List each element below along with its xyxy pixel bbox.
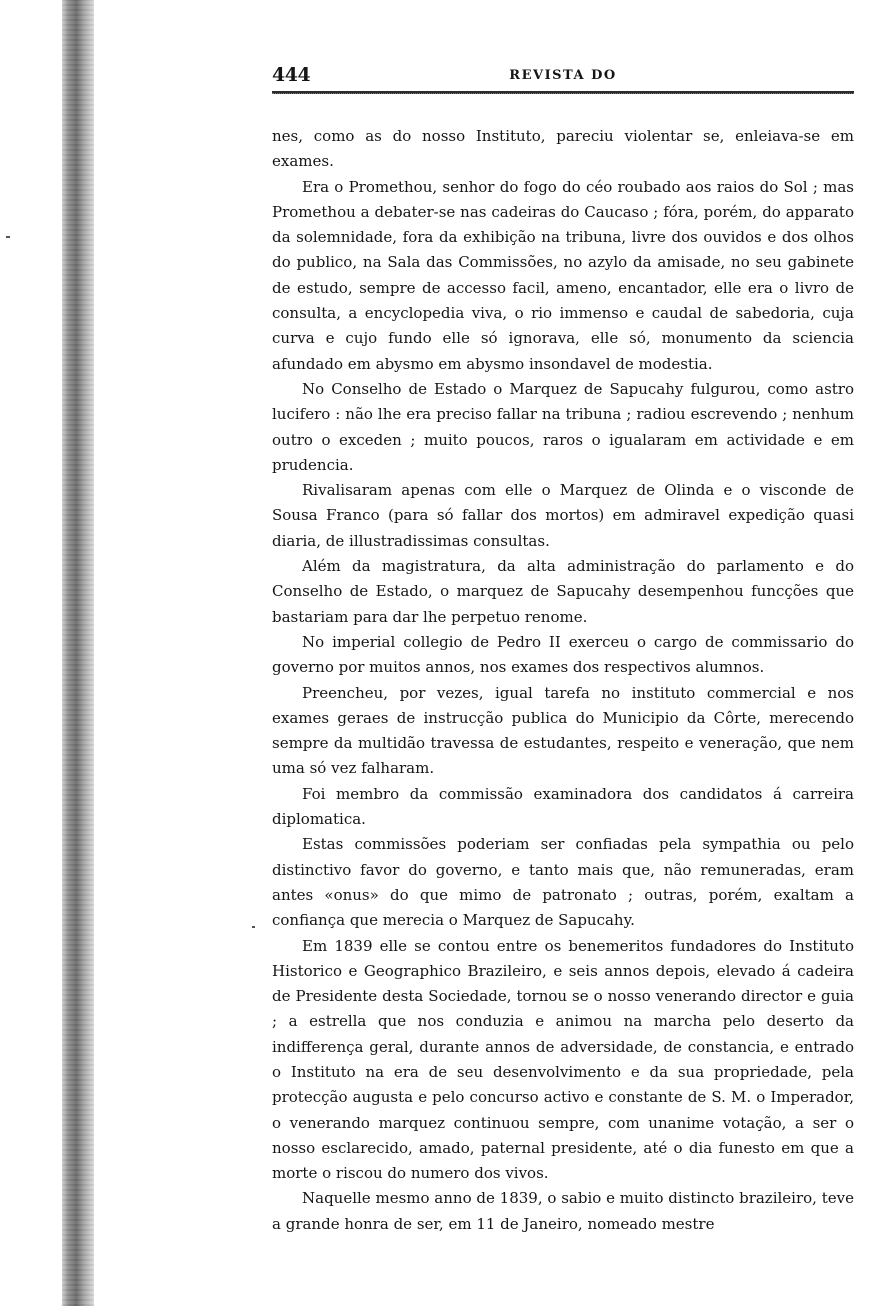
paragraph: Estas commissões poderiam ser confiadas pela sympathia ou pelo distinctivo favor do governo, e tanto mais que, não remuneradas, eram antes «onus» do que mimo de patronato ; outras, porém, exaltam a confiança que merecia o Marquez de Sapucahy. [272, 835, 854, 930]
paragraph: Era o Promethou, senhor do fogo do céo roubado aos raios do Sol ; mas Promethou a debater-se nas cadeiras do Caucaso ; fóra, porém, do apparato da solemnidade, fora da exhibição na tribuna, livre dos ouvidos e dos olhos do publico, na Sala das Commissões, no azylo da amisade, no seu gabinete de estudo, sempre de accesso facil, ameno, encantador, elle era o livro de consulta, a encyclopedia viva, o rio immenso e caudal de sabedoria, cuja curva e cujo fundo elle só ignorava, elle só, monumento da sciencia afundado em abysmo em abysmo insondavel de modestia. [272, 177, 854, 373]
page-number: 444 [272, 64, 311, 86]
paragraph: Rivalisaram apenas com elle o Marquez de Olinda e o visconde de Sousa Franco (para só fallar dos mortos) em admiravel expedição quasi diaria, de illustradissimas consultas. [272, 481, 854, 550]
margin-speck [6, 236, 10, 238]
paragraph: Naquelle mesmo anno de 1839, o sabio e muito distincto brazileiro, teve a grande honra de ser, em 11 de Janeiro, nomeado mestre [272, 1189, 854, 1233]
paragraph: Em 1839 elle se contou entre os benemeritos fundadores do Instituto Historico e Geographico Brazileiro, e seis annos depois, elevado á cadeira de Presidente desta Sociedade, tornou se o nosso venerando director e guia ; a estrella que nos conduzia e animou na marcha pelo deserto da indifferença geral, durante annos de adversidade, de constancia, e entrado o Instituto na era de seu desenvolvimento e da sua propriedade, pela protecção augusta e pelo concurso activo e constante de S. M. o Imperador, o venerando marquez continuou sempre, com unanime votação, a ser o nosso esclarecido, amado, paternal presidente, até o dia funesto em que a morte o riscou do numero dos vivos. [272, 936, 854, 1183]
book-page [272, 56, 854, 1233]
book-gutter-texture [62, 0, 94, 1306]
header-rule [272, 91, 854, 94]
margin-speck [252, 926, 255, 928]
paragraph: No imperial collegio de Pedro II exerceu o cargo de commissario do governo por muitos annos, nos exames dos respectivos alumnos. [272, 632, 854, 677]
body-text [272, 124, 854, 1237]
paragraph: No Conselho de Estado o Marquez de Sapucahy fulgurou, como astro lucifero : não lhe era preciso fallar na tribuna ; radiou escrevendo ; nenhum outro o exceden ; muito poucos, raros o igualaram em actividade e em prudencia. [272, 379, 854, 474]
paragraph: Preencheu, por vezes, igual tarefa no instituto commercial e nos exames geraes de instrucção publica do Municipio da Côrte, merecendo sempre da multidão travessa de estudantes, respeito e veneração, que nem uma só vez falharam. [272, 683, 854, 778]
page-header [272, 56, 854, 92]
paragraph: Foi membro da commissão examinadora dos candidatos á carreira diplomatica. [272, 784, 854, 829]
paragraph: Além da magistratura, da alta administração do parlamento e do Conselho de Estado, o marquez de Sapucahy desempenhou funcções que bastariam para dar lhe perpetuo renome. [272, 557, 854, 626]
paragraph: nes, como as do nosso Instituto, pareciu violentar se, enleiava-se em exames. [272, 127, 854, 171]
running-title: REVISTA DO [509, 68, 617, 83]
